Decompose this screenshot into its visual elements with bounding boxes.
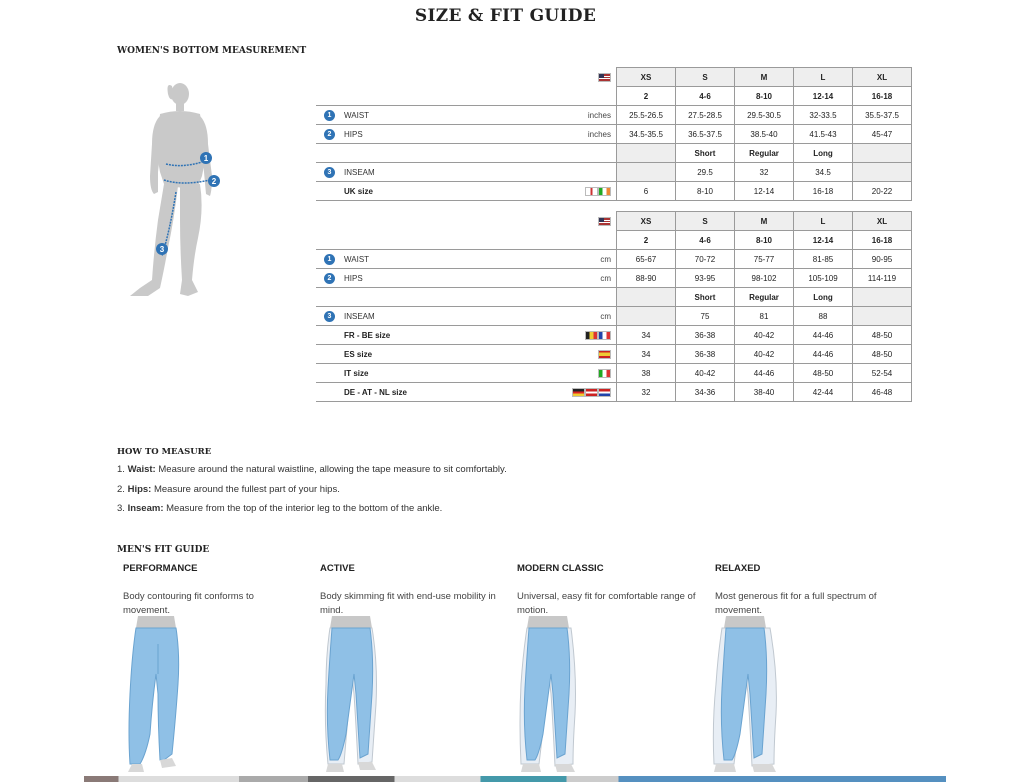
- table-cell: 114-119: [853, 269, 912, 288]
- spain-flag-icon: [598, 350, 611, 359]
- unit-label: inches: [529, 125, 617, 144]
- us-size: 2: [617, 231, 676, 250]
- table-cell: [853, 307, 912, 326]
- us-flag-icon: [598, 217, 611, 226]
- waist-label: WAIST: [344, 254, 370, 264]
- table-cell: 20-22: [853, 182, 912, 201]
- page-title: SIZE & FIT GUIDE: [414, 6, 597, 26]
- it-size-label: IT size: [344, 368, 369, 378]
- us-size: 12-14: [794, 87, 853, 106]
- measure-item: 2. Hips: Measure around the fullest part of your hips.: [117, 483, 340, 495]
- how-to-measure-heading: HOW TO MEASURE: [117, 447, 212, 457]
- measure-item: 3. Inseam: Measure from the top of the interior leg to the bottom of the ankle.: [117, 503, 443, 514]
- length-label: Long: [794, 288, 853, 307]
- inseam-label: INSEAM: [344, 311, 375, 321]
- pant-modern-classic-illustration: [515, 614, 585, 779]
- size-header: XS: [617, 212, 676, 231]
- fit-description: Most generous fit for a full spectrum of movement.: [715, 591, 877, 616]
- us-size: 12-14: [794, 231, 853, 250]
- table-cell: 65-67: [617, 250, 676, 269]
- size-header: L: [794, 68, 853, 87]
- marker-1-icon: 1: [324, 110, 335, 121]
- table-cell: [617, 163, 676, 182]
- table-cell: 35.5-37.5: [853, 106, 912, 125]
- table-cell: 70-72: [676, 250, 735, 269]
- pant-performance-illustration: [122, 614, 192, 779]
- table-cell: 48-50: [853, 345, 912, 364]
- unit-label: cm: [529, 250, 617, 269]
- table-cell: 40-42: [735, 345, 794, 364]
- measure-item: 1. Waist: Measure around the natural waistline, allowing the tape measure to sit comfortably.: [117, 464, 507, 475]
- table-cell: 29.5-30.5: [735, 106, 794, 125]
- mens-fit-heading: MEN'S FIT GUIDE: [117, 545, 210, 555]
- length-label: Short: [676, 288, 735, 307]
- length-label: [617, 288, 676, 307]
- fit-relaxed: [715, 563, 905, 618]
- table-cell: 41.5-43: [794, 125, 853, 144]
- fit-description: Universal, easy fit for comfortable range of motion.: [517, 591, 696, 616]
- figure-marker-1: 1: [203, 154, 209, 163]
- fit-description: Body contouring fit conforms to movement.: [123, 591, 254, 616]
- table-cell: 93-95: [676, 269, 735, 288]
- fit-performance: [123, 563, 313, 618]
- size-header: XL: [853, 212, 912, 231]
- us-size: 16-18: [853, 87, 912, 106]
- belgium-flag-icon: [585, 331, 598, 340]
- fr-be-size-label: FR - BE size: [344, 330, 391, 340]
- austria-flag-icon: [585, 388, 598, 397]
- table-cell: 32: [617, 383, 676, 402]
- size-header: XS: [617, 68, 676, 87]
- us-size: 2: [617, 87, 676, 106]
- length-label: Regular: [735, 288, 794, 307]
- table-cell: 29.5: [676, 163, 735, 182]
- table-cell: 44-46: [735, 364, 794, 383]
- table-cell: 40-42: [735, 326, 794, 345]
- table-cell: 36-38: [676, 326, 735, 345]
- hips-label: HIPS: [344, 273, 363, 283]
- table-cell: 8-10: [676, 182, 735, 201]
- table-cell: 48-50: [853, 326, 912, 345]
- length-label: Regular: [735, 144, 794, 163]
- unit-label: cm: [529, 307, 617, 326]
- womens-heading: WOMEN'S BOTTOM MEASUREMENT: [117, 46, 307, 56]
- size-header: S: [676, 212, 735, 231]
- length-label: [617, 144, 676, 163]
- size-table-cm: [316, 211, 912, 402]
- table-cell: 36.5-37.5: [676, 125, 735, 144]
- table-cell: 38-40: [735, 383, 794, 402]
- table-cell: 46-48: [853, 383, 912, 402]
- table-cell: 32-33.5: [794, 106, 853, 125]
- uk-flag-icon: [585, 187, 598, 196]
- us-size: 8-10: [735, 87, 794, 106]
- table-cell: 34: [617, 326, 676, 345]
- marker-2-icon: 2: [324, 273, 335, 284]
- size-header: S: [676, 68, 735, 87]
- table-cell: 16-18: [794, 182, 853, 201]
- us-size: 16-18: [853, 231, 912, 250]
- table-cell: 45-47: [853, 125, 912, 144]
- table-cell: 81-85: [794, 250, 853, 269]
- size-header: XL: [853, 68, 912, 87]
- table-cell: 98-102: [735, 269, 794, 288]
- france-flag-icon: [598, 331, 611, 340]
- fit-name: MODERN CLASSIC: [517, 563, 604, 574]
- fit-name: RELAXED: [715, 563, 761, 574]
- hips-label: HIPS: [344, 129, 363, 139]
- inseam-label: INSEAM: [344, 167, 375, 177]
- table-cell: [853, 163, 912, 182]
- fit-modern-classic: [517, 563, 707, 618]
- table-cell: 34-36: [676, 383, 735, 402]
- table-cell: 40-42: [676, 364, 735, 383]
- table-cell: 105-109: [794, 269, 853, 288]
- how-to-measure: [117, 446, 507, 519]
- fit-active: [320, 563, 510, 618]
- table-cell: 90-95: [853, 250, 912, 269]
- table-cell: 42-44: [794, 383, 853, 402]
- size-table-inches: [316, 67, 912, 201]
- table-cell: 36-38: [676, 345, 735, 364]
- table-cell: 88: [794, 307, 853, 326]
- length-label: [853, 288, 912, 307]
- table-cell: 32: [735, 163, 794, 182]
- de-at-nl-size-label: DE - AT - NL size: [344, 387, 407, 397]
- pant-active-illustration: [318, 614, 388, 779]
- us-size: 4-6: [676, 231, 735, 250]
- unit-label: cm: [529, 269, 617, 288]
- fit-name: PERFORMANCE: [123, 563, 198, 574]
- table-cell: 48-50: [794, 364, 853, 383]
- bottom-image-strip: [84, 776, 946, 782]
- figure-marker-2: 2: [211, 177, 217, 186]
- length-label: Short: [676, 144, 735, 163]
- table-cell: 44-46: [794, 326, 853, 345]
- fit-name: ACTIVE: [320, 563, 355, 574]
- marker-3-icon: 3: [324, 311, 335, 322]
- table-cell: 34.5-35.5: [617, 125, 676, 144]
- table-cell: 52-54: [853, 364, 912, 383]
- table-cell: 34: [617, 345, 676, 364]
- unit-label: inches: [529, 106, 617, 125]
- ireland-flag-icon: [598, 187, 611, 196]
- table-cell: 44-46: [794, 345, 853, 364]
- italy-flag-icon: [598, 369, 611, 378]
- uk-size-label: UK size: [344, 186, 373, 196]
- us-flag-icon: [598, 73, 611, 82]
- table-cell: 6: [617, 182, 676, 201]
- table-cell: 75-77: [735, 250, 794, 269]
- table-cell: [617, 307, 676, 326]
- us-size: 4-6: [676, 87, 735, 106]
- pant-relaxed-illustration: [712, 614, 784, 779]
- fit-description: Body skimming fit with end-use mobility in mind.: [320, 591, 496, 616]
- female-figure: [118, 80, 228, 300]
- table-cell: 38: [617, 364, 676, 383]
- marker-2-icon: 2: [324, 129, 335, 140]
- table-cell: 75: [676, 307, 735, 326]
- waist-label: WAIST: [344, 110, 370, 120]
- table-cell: 25.5-26.5: [617, 106, 676, 125]
- table-cell: 34.5: [794, 163, 853, 182]
- us-size: 8-10: [735, 231, 794, 250]
- table-cell: 88-90: [617, 269, 676, 288]
- table-cell: 27.5-28.5: [676, 106, 735, 125]
- table-cell: 81: [735, 307, 794, 326]
- size-header: M: [735, 68, 794, 87]
- size-header: L: [794, 212, 853, 231]
- figure-marker-3: 3: [159, 245, 165, 254]
- table-cell: 38.5-40: [735, 125, 794, 144]
- netherlands-flag-icon: [598, 388, 611, 397]
- es-size-label: ES size: [344, 349, 373, 359]
- germany-flag-icon: [572, 388, 585, 397]
- marker-3-icon: 3: [324, 167, 335, 178]
- length-label: [853, 144, 912, 163]
- length-label: Long: [794, 144, 853, 163]
- marker-1-icon: 1: [324, 254, 335, 265]
- size-header: M: [735, 212, 794, 231]
- table-cell: 12-14: [735, 182, 794, 201]
